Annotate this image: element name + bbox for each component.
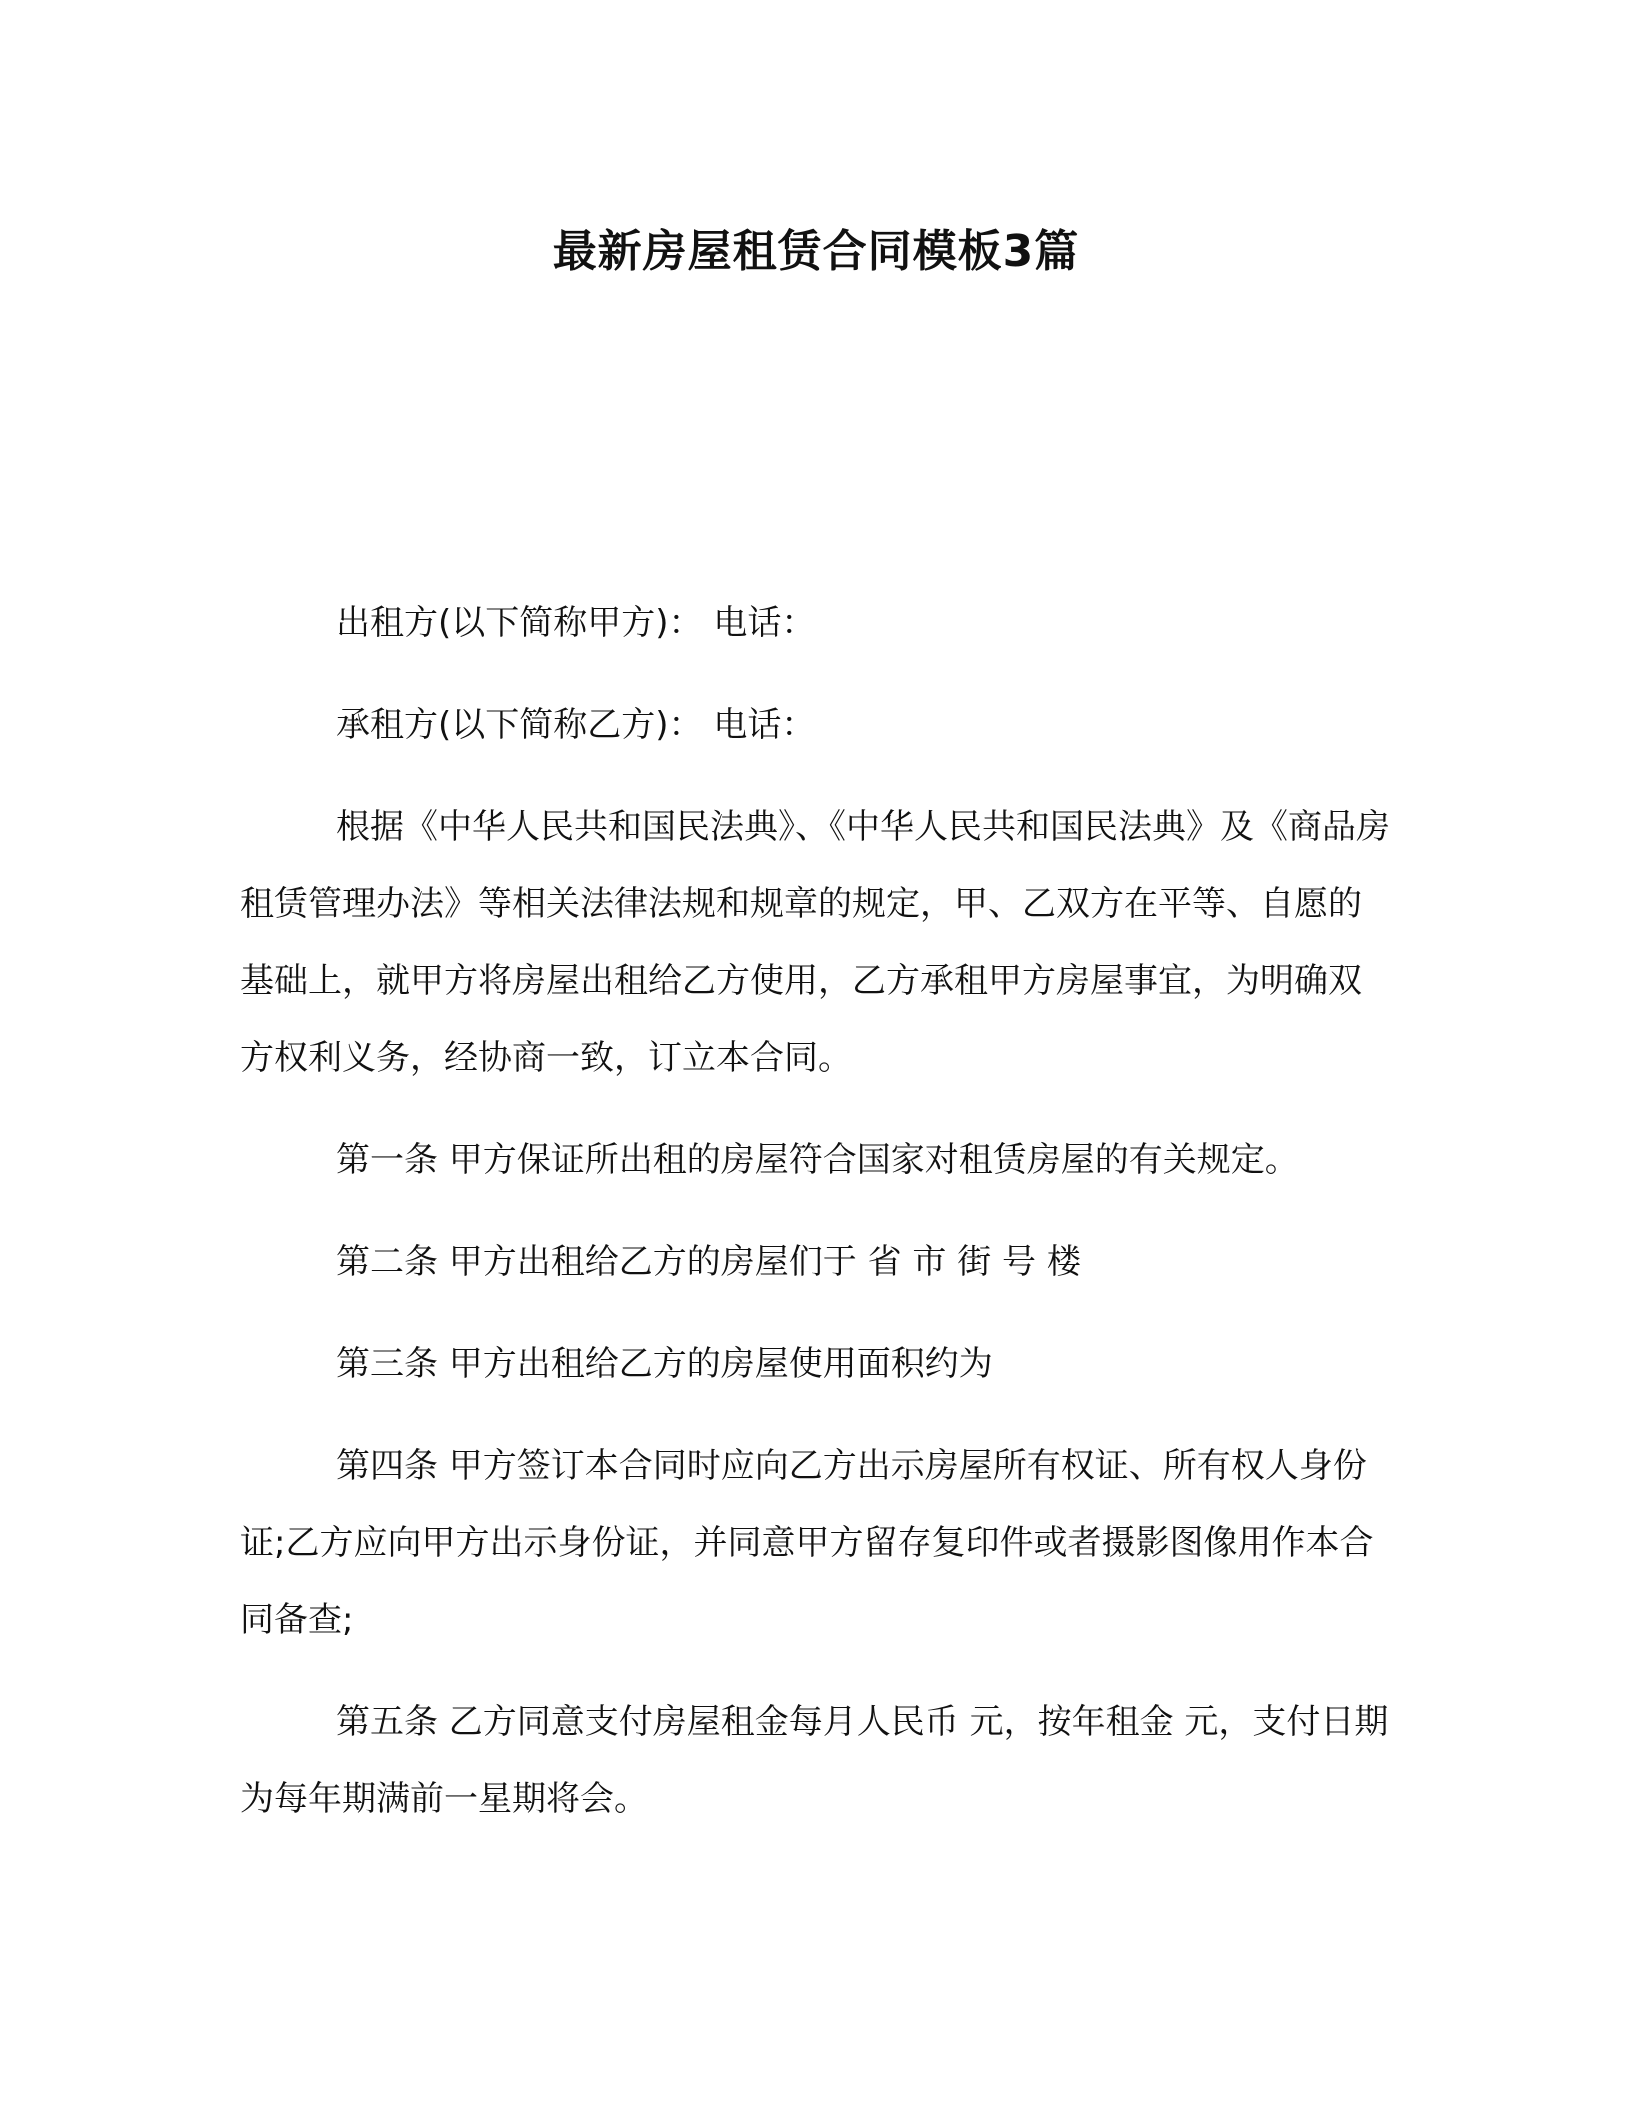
paragraph-article-4: 第四条 甲方签订本合同时应向乙方出示房屋所有权证、所有权人身份证;乙方应向甲方出示身份证，并同意甲方留存复印件或者摄影图像用作本合同备查; [240, 1446, 1374, 1640]
paragraph-article-5: 第五条 乙方同意支付房屋租金每月人民币 元，按年租金 元，支付日期为每年期满前一星期将会。 [240, 1702, 1389, 1819]
paragraph-preamble: 根据《中华人民共和国民法典》、《中华人民共和国民法典》及《商品房租赁管理办法》等相关法律法规和规章的规定，甲、乙双方在平等、自愿的基础上，就甲方将房屋出租给乙方使用，乙方承租甲方房屋事宜，为明确双方权利义务，经协商一致，订立本合同。 [240, 807, 1390, 1078]
paragraph-lessee: 承租方(以下简称乙方)： 电话： [336, 705, 816, 745]
document-body [240, 585, 1392, 1863]
paragraph-lessor: 出租方(以下简称甲方)： 电话： [336, 603, 816, 643]
document-title: 最新房屋租赁合同模板3篇 [552, 226, 1080, 277]
paragraph-article-1: 第一条 甲方保证所出租的房屋符合国家对租赁房屋的有关规定。 [336, 1140, 1299, 1180]
paragraph-article-2: 第二条 甲方出租给乙方的房屋们于 省 市 街 号 楼 [336, 1242, 1081, 1282]
paragraph-article-3: 第三条 甲方出租给乙方的房屋使用面积约为 [336, 1344, 993, 1384]
